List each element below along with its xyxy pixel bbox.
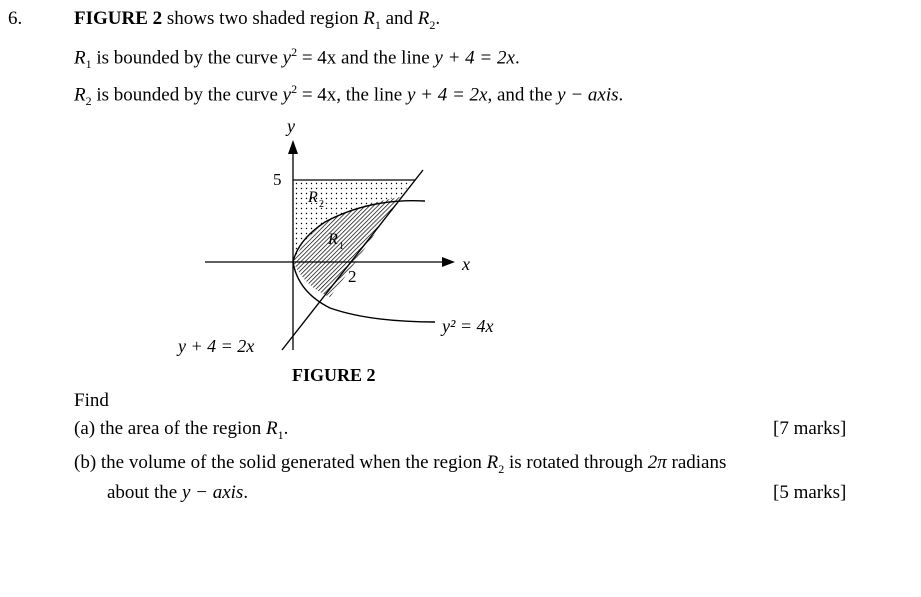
svg-text:1: 1 [339,241,344,252]
figure-reference: FIGURE 2 [74,8,163,29]
svg-text:R: R [308,189,318,206]
task-b-marks: [5 marks] [773,482,847,503]
tick-5-label: 5 [273,170,282,189]
question-number: 6. [8,8,23,29]
tick-2-label: 2 [348,267,357,286]
task-a: (a) the area of the region $R_1$. [74,418,289,442]
question-line-1: FIGURE 2 shows two shaded region $R_1$ and $R_2$. [74,8,441,32]
line-label: y + 4 = 2x [178,336,255,356]
x-axis-label: x [462,254,470,274]
x-axis-arrow-icon [442,257,455,267]
task-b: (b) the volume of the solid generated when the region $R_2$ is rotated through 2π radians [74,452,727,476]
y-axis-arrow-icon [288,140,298,154]
figure-2-diagram [170,112,530,362]
find-label: Find [74,390,109,411]
line-equation: y + 4 = 2x [434,47,515,69]
task-a-marks: [7 marks] [773,418,847,439]
figure-caption: FIGURE 2 [292,365,376,385]
question-line-2: $R_1$ is bounded by the curve $y^2 = 4x$ and the line y + 4 = 2x. [74,45,520,72]
task-b-line-2: about the y − axis. [107,482,249,503]
curve-equation-rhs: = 4x [301,47,337,69]
svg-text:2: 2 [319,199,324,210]
parabola-label: y² = 4x [442,316,494,336]
y-axis-label: y [287,116,295,136]
svg-text:R: R [328,231,338,248]
question-line-3: $R_2$ is bounded by the curve $y^2 = 4x$, the line y + 4 = 2x, and the y − axis. [74,82,624,109]
